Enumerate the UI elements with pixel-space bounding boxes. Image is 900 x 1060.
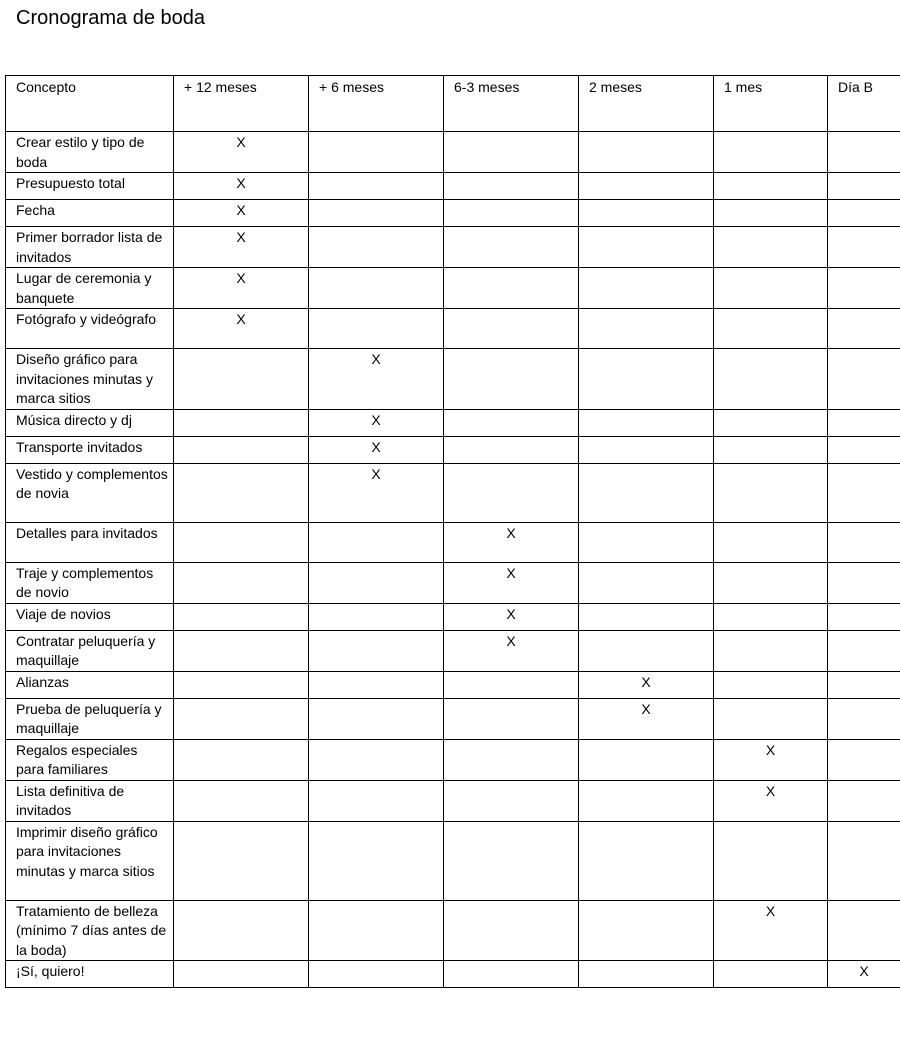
schedule-mark-cell <box>174 436 309 463</box>
schedule-mark-cell <box>444 821 579 900</box>
schedule-mark-cell: X <box>444 562 579 603</box>
schedule-mark-cell: X <box>309 409 444 436</box>
concept-cell: Lugar de ceremonia y banquete <box>6 268 174 309</box>
table-row <box>6 200 900 227</box>
table-row <box>6 900 900 961</box>
schedule-mark-cell <box>714 227 828 268</box>
table-row <box>6 698 900 739</box>
schedule-mark-cell <box>444 349 579 410</box>
table-row <box>6 132 900 173</box>
schedule-mark-cell <box>444 463 579 522</box>
schedule-mark-cell <box>174 780 309 821</box>
concept-cell: Primer borrador lista de invitados <box>6 227 174 268</box>
concept-cell: Diseño gráfico para invitaciones minutas y marca sitios <box>6 349 174 410</box>
schedule-mark-cell <box>579 173 714 200</box>
schedule-mark-cell <box>714 200 828 227</box>
column-header-6-months: + 6 meses <box>309 76 444 132</box>
schedule-mark-cell <box>174 603 309 630</box>
table-row <box>6 630 900 671</box>
schedule-mark-cell: X <box>174 132 309 173</box>
schedule-mark-cell: X <box>174 309 309 349</box>
schedule-mark-cell <box>828 562 900 603</box>
schedule-mark-cell <box>309 900 444 961</box>
schedule-mark-cell <box>714 671 828 698</box>
schedule-mark-cell <box>579 562 714 603</box>
column-header-day-b: Día B <box>828 76 900 132</box>
schedule-mark-cell <box>444 671 579 698</box>
schedule-mark-cell <box>828 268 900 309</box>
concept-cell: Vestido y complementos de novia <box>6 463 174 522</box>
table-row <box>6 603 900 630</box>
schedule-mark-cell <box>444 900 579 961</box>
schedule-mark-cell <box>309 132 444 173</box>
schedule-mark-cell <box>309 671 444 698</box>
table-row <box>6 821 900 900</box>
schedule-mark-cell <box>309 173 444 200</box>
schedule-mark-cell <box>309 603 444 630</box>
wedding-schedule-table <box>5 75 900 988</box>
schedule-mark-cell: X <box>174 268 309 309</box>
concept-cell: Presupuesto total <box>6 173 174 200</box>
header-row <box>6 76 900 132</box>
concept-cell: Fecha <box>6 200 174 227</box>
concept-cell: Crear estilo y tipo de boda <box>6 132 174 173</box>
schedule-mark-cell <box>828 671 900 698</box>
schedule-mark-cell <box>309 227 444 268</box>
concept-cell: Traje y complementos de novio <box>6 562 174 603</box>
schedule-mark-cell <box>309 739 444 780</box>
schedule-mark-cell: X <box>174 227 309 268</box>
schedule-mark-cell <box>828 821 900 900</box>
table-row <box>6 349 900 410</box>
schedule-mark-cell <box>174 821 309 900</box>
schedule-mark-cell <box>714 630 828 671</box>
schedule-mark-cell <box>828 200 900 227</box>
table-row <box>6 268 900 309</box>
schedule-mark-cell <box>579 436 714 463</box>
schedule-mark-cell <box>714 349 828 410</box>
schedule-mark-cell <box>828 630 900 671</box>
schedule-mark-cell <box>579 900 714 961</box>
schedule-mark-cell <box>174 522 309 562</box>
schedule-mark-cell: X <box>579 698 714 739</box>
table-row <box>6 409 900 436</box>
schedule-mark-cell <box>714 173 828 200</box>
schedule-mark-cell <box>714 409 828 436</box>
schedule-mark-cell <box>714 522 828 562</box>
table-row <box>6 173 900 200</box>
schedule-mark-cell <box>579 200 714 227</box>
concept-cell: Contratar peluquería y maquillaje <box>6 630 174 671</box>
schedule-mark-cell <box>579 227 714 268</box>
schedule-mark-cell: X <box>444 603 579 630</box>
schedule-mark-cell <box>174 671 309 698</box>
schedule-mark-cell <box>174 630 309 671</box>
schedule-mark-cell: X <box>174 200 309 227</box>
schedule-mark-cell <box>444 132 579 173</box>
concept-cell: Transporte invitados <box>6 436 174 463</box>
document-title: Cronograma de boda <box>16 7 206 29</box>
concept-cell: Detalles para invitados <box>6 522 174 562</box>
concept-cell: Regalos especiales para familiares <box>6 739 174 780</box>
schedule-mark-cell <box>828 522 900 562</box>
schedule-mark-cell <box>444 409 579 436</box>
schedule-mark-cell <box>309 780 444 821</box>
schedule-mark-cell <box>444 961 579 988</box>
schedule-mark-cell <box>444 268 579 309</box>
schedule-mark-cell <box>828 436 900 463</box>
schedule-mark-cell <box>174 739 309 780</box>
schedule-mark-cell <box>309 961 444 988</box>
schedule-mark-cell <box>828 349 900 410</box>
schedule-mark-cell <box>309 268 444 309</box>
schedule-mark-cell <box>828 463 900 522</box>
schedule-mark-cell: X <box>174 173 309 200</box>
schedule-mark-cell: X <box>579 671 714 698</box>
schedule-mark-cell <box>714 961 828 988</box>
schedule-mark-cell: X <box>444 630 579 671</box>
schedule-mark-cell <box>828 173 900 200</box>
schedule-mark-cell <box>174 409 309 436</box>
schedule-mark-cell <box>579 821 714 900</box>
schedule-mark-cell: X <box>309 349 444 410</box>
schedule-mark-cell <box>444 739 579 780</box>
column-header-2-months: 2 meses <box>579 76 714 132</box>
schedule-mark-cell <box>579 268 714 309</box>
schedule-mark-cell <box>579 961 714 988</box>
concept-cell: Alianzas <box>6 671 174 698</box>
schedule-mark-cell <box>714 562 828 603</box>
table-row <box>6 309 900 349</box>
concept-cell: ¡Sí, quiero! <box>6 961 174 988</box>
schedule-mark-cell <box>444 200 579 227</box>
schedule-mark-cell: X <box>714 739 828 780</box>
table-row <box>6 562 900 603</box>
schedule-mark-cell <box>174 463 309 522</box>
schedule-mark-cell <box>174 900 309 961</box>
schedule-mark-cell <box>309 821 444 900</box>
schedule-mark-cell <box>828 132 900 173</box>
column-header-concept: Concepto <box>6 76 174 132</box>
schedule-mark-cell <box>174 349 309 410</box>
schedule-mark-cell <box>309 522 444 562</box>
table-row <box>6 227 900 268</box>
schedule-mark-cell <box>309 630 444 671</box>
column-header-1-month: 1 mes <box>714 76 828 132</box>
schedule-mark-cell <box>579 630 714 671</box>
schedule-mark-cell <box>828 603 900 630</box>
concept-cell: Viaje de novios <box>6 603 174 630</box>
concept-cell: Lista definitiva de invitados <box>6 780 174 821</box>
schedule-mark-cell <box>714 309 828 349</box>
schedule-mark-cell: X <box>714 900 828 961</box>
schedule-mark-cell <box>309 200 444 227</box>
column-header-12-months: + 12 meses <box>174 76 309 132</box>
schedule-mark-cell: X <box>828 961 900 988</box>
table-row <box>6 961 900 988</box>
schedule-mark-cell <box>309 309 444 349</box>
table-row <box>6 436 900 463</box>
concept-cell: Tratamiento de belleza (mínimo 7 días antes de la boda) <box>6 900 174 961</box>
table-row <box>6 739 900 780</box>
schedule-mark-cell <box>579 463 714 522</box>
schedule-mark-cell <box>444 309 579 349</box>
table-row <box>6 522 900 562</box>
schedule-mark-cell <box>579 780 714 821</box>
schedule-mark-cell <box>174 562 309 603</box>
schedule-mark-cell <box>828 409 900 436</box>
schedule-mark-cell <box>579 522 714 562</box>
schedule-mark-cell <box>174 961 309 988</box>
concept-cell: Música directo y dj <box>6 409 174 436</box>
schedule-mark-cell <box>828 739 900 780</box>
table-row <box>6 671 900 698</box>
schedule-mark-cell <box>714 132 828 173</box>
schedule-mark-cell <box>444 227 579 268</box>
schedule-mark-cell <box>714 698 828 739</box>
schedule-mark-cell <box>828 698 900 739</box>
schedule-mark-cell: X <box>309 436 444 463</box>
concept-cell: Imprimir diseño gráfico para invitaciones minutas y marca sitios <box>6 821 174 900</box>
schedule-mark-cell <box>714 436 828 463</box>
schedule-mark-cell <box>579 409 714 436</box>
schedule-mark-cell <box>714 463 828 522</box>
concept-cell: Prueba de peluquería y maquillaje <box>6 698 174 739</box>
schedule-mark-cell <box>444 780 579 821</box>
schedule-mark-cell: X <box>714 780 828 821</box>
schedule-mark-cell <box>714 268 828 309</box>
table-row <box>6 780 900 821</box>
schedule-mark-cell <box>579 349 714 410</box>
schedule-mark-cell <box>579 309 714 349</box>
schedule-mark-cell: X <box>444 522 579 562</box>
table-body <box>6 132 900 988</box>
schedule-mark-cell <box>714 821 828 900</box>
schedule-mark-cell <box>309 562 444 603</box>
schedule-mark-cell <box>579 739 714 780</box>
schedule-mark-cell <box>444 698 579 739</box>
schedule-mark-cell <box>828 900 900 961</box>
schedule-mark-cell: X <box>309 463 444 522</box>
schedule-mark-cell <box>444 173 579 200</box>
schedule-mark-cell <box>579 603 714 630</box>
schedule-mark-cell <box>174 698 309 739</box>
column-header-6-3-months: 6-3 meses <box>444 76 579 132</box>
schedule-mark-cell <box>828 780 900 821</box>
schedule-mark-cell <box>828 227 900 268</box>
schedule-mark-cell <box>309 698 444 739</box>
schedule-mark-cell <box>714 603 828 630</box>
schedule-mark-cell <box>579 132 714 173</box>
concept-cell: Fotógrafo y videógrafo <box>6 309 174 349</box>
schedule-mark-cell <box>828 309 900 349</box>
schedule-mark-cell <box>444 436 579 463</box>
table-row <box>6 463 900 522</box>
